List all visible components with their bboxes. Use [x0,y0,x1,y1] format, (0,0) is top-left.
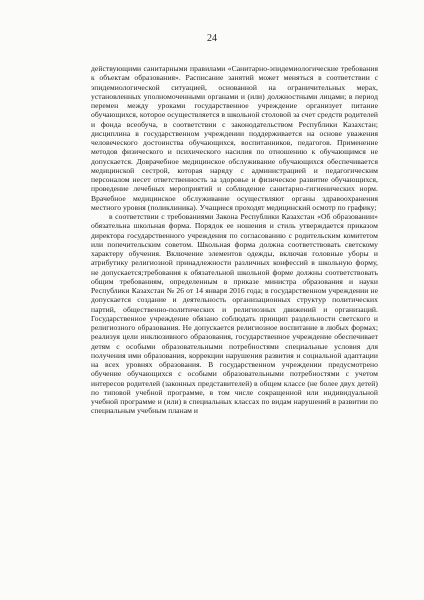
paragraph-2: в соответствии с требованиями Закона Республики Казахстан «Об образовании» обязательна школьная форма. Порядок ее ношения и стиль утверждается приказом директора государственного учреждения по согласованию с родительским комитетом или попечительским советом. Школьная форма должна соответствовать светскому характеру обучения. Включение элементов одежды, включая головные уборы и атрибутику религиозной принадлежности различных конфессий в школьную форму, не допускается;требования к обязательной школьной форме должны соответствовать общим требованиям, определенным в приказе министра образования и науки Республики Казахстан № 26 от 14 января 2016 года; в государственном учреждении не допускается создание и деятельность организационных структур политических партий, общественно-политических и религиозных движений и организаций. Государственное учреждение обязано соблюдать принцип раздельности светского и религиозного образования. Не допускается религиозное воспитание в любых формах; реализуя цели инклюзивного образования, государственное учреждение обеспечивает детям с особыми образовательными потребностями специальные условия для получения ими образования, коррекции нарушения развития и социальной адаптации на всех уровнях образования. В государственном учреждении предусмотрено обучение обучающихся с особыми образовательными потребностями с учетом интересов родителей (законных представителей) в общем классе (не более двух детей) по типовой учебной программе, в том числе сокращенной или индивидуальной учебной программе и (или) в специальных классах по видам нарушений в развитии по специальным учебным планам и [91,212,378,416]
body-text [91,64,378,416]
page-number: 24 [207,33,217,44]
paragraph-1: действующими санитарными правилами «Санитарно-эпидемиологические требования к объектам образования». Расписание занятий может меняться в соответствии с эпидемиологической ситуацией, основанной на ограничительных мерах, установленных уполномоченными органами и (или) должностными лицами; в период перемен между уроками государственное учреждение организует питание обучающихся, которое осуществляется в школьной столовой за счет средств родителей и фонда всеобуча, в соответствии с законодательством Республики Казахстан; дисциплина в государственном учреждении поддерживается на основе уважения человеческого достоинства обучающихся, воспитанников, педагогов. Применение методов физического и психического насилия по отношению к обучающимся не допускается. Доврачебное медицинское обслуживание обучающихся обеспечивается медицинской сестрой, которая наряду с администрацией и педагогическим персоналом несет ответственность за здоровье и физическое развитие обучающихся, проведение лечебных мероприятий и соблюдение санитарно-гигиенических норм. Врачебное медицинское обслуживание осуществляют органы здравоохранения местного уровня (поликлиника). Учащиеся проходят медицинский осмотр по графику; [91,64,378,212]
